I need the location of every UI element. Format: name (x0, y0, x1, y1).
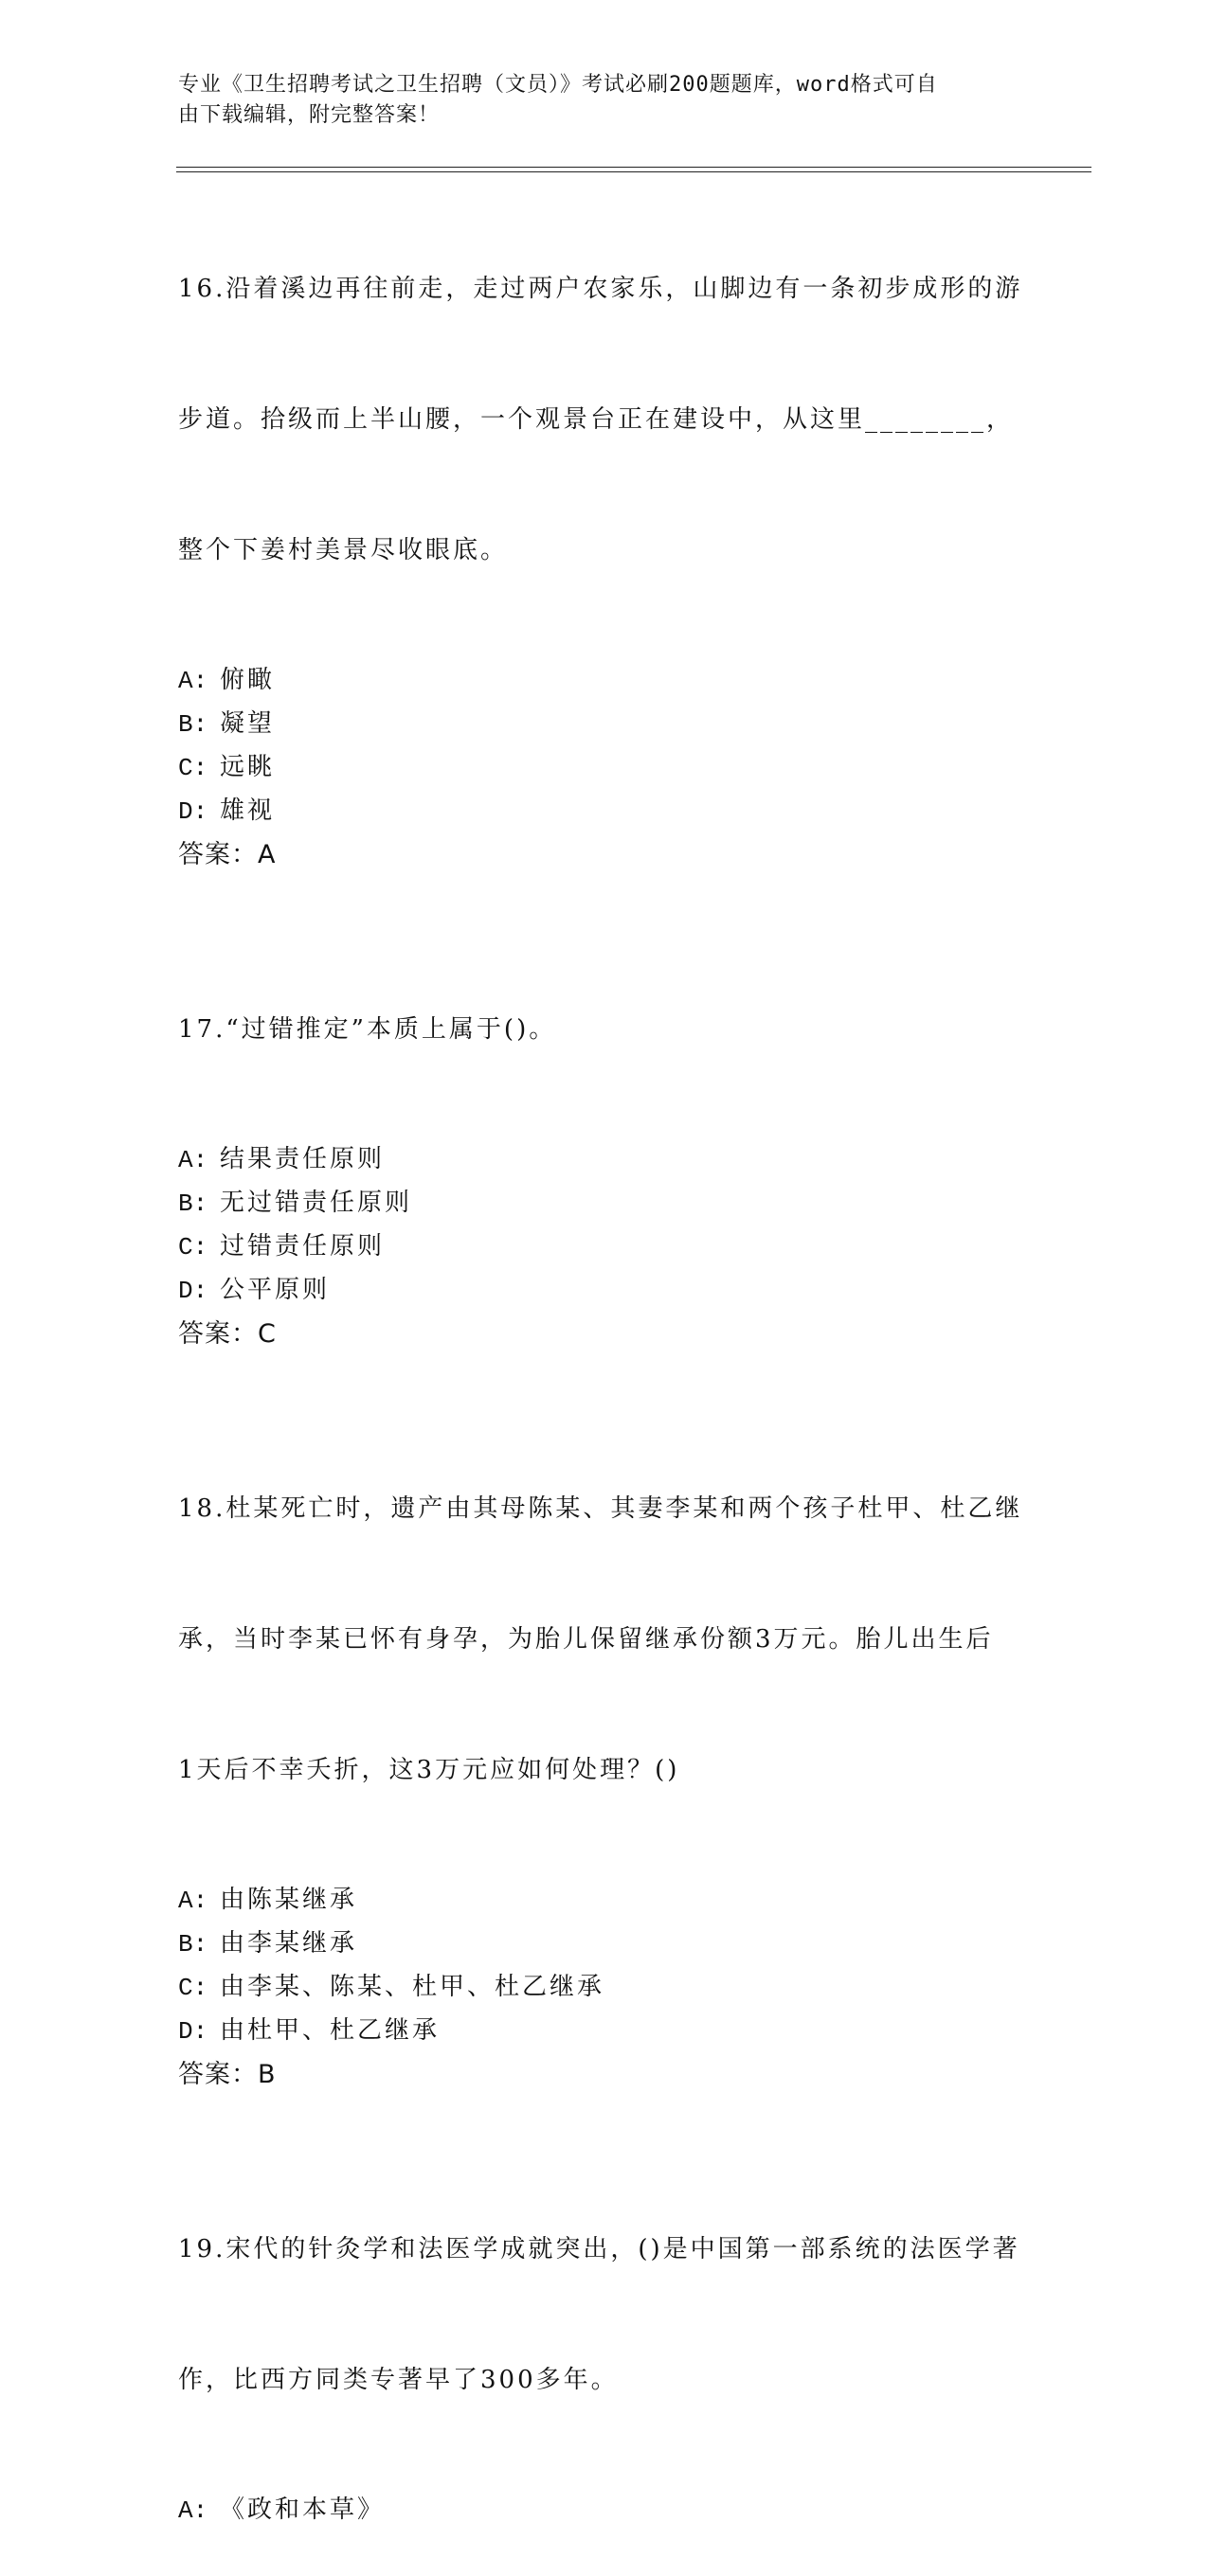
option-letter: D: (178, 2017, 208, 2046)
option-b (178, 703, 1031, 746)
option-c (178, 746, 1031, 790)
question-18 (178, 1400, 1031, 2097)
question-stem-line: 作，比西方同类专著早了300多年。 (178, 2366, 619, 2394)
option-letter: B: (178, 1930, 208, 1959)
option-text: 远眺 (220, 753, 276, 781)
option-letter: A: (178, 667, 208, 695)
option-a (178, 1138, 1031, 1182)
option-text: 由李某、陈某、杜甲、杜乙继承 (220, 1973, 605, 2001)
question-stem-line: 步道。拾级而上半山腰，一个观景台正在建设中，从这里________， (178, 405, 1015, 434)
option-letter: A: (178, 1887, 208, 1915)
question-list (178, 180, 1031, 2576)
option-b (178, 1923, 1031, 1966)
option-c (178, 1225, 1031, 1269)
option-letter: C: (178, 754, 208, 782)
option-a (178, 1879, 1031, 1923)
option-text: 由李某继承 (220, 1929, 358, 1958)
header-divider-bottom (176, 171, 1091, 172)
option-text: 无过错责任原则 (220, 1189, 413, 1217)
answer-line: 答案：B (178, 2060, 277, 2089)
option-letter: A: (178, 2496, 208, 2525)
option-letter: D: (178, 797, 208, 826)
document-header (178, 70, 1031, 131)
question-stem-line: 19.宋代的针灸学和法医学成就突出，()是中国第一部系统的法医学著 (178, 2235, 1020, 2263)
header-divider-top (176, 167, 1091, 168)
option-text: 由陈某继承 (220, 1886, 358, 1914)
option-letter: C: (178, 1974, 208, 2002)
question-stem-line: 承，当时李某已怀有身孕，为胎儿保留继承份额3万元。胎儿出生后 (178, 1625, 994, 1654)
question-16 (178, 180, 1031, 877)
option-letter: B: (178, 710, 208, 739)
option-letter: A: (178, 1146, 208, 1174)
answer-line: 答案：C (178, 1319, 277, 1349)
option-text: 俯瞰 (220, 666, 276, 694)
option-text: 结果责任原则 (220, 1145, 386, 1173)
option-b (178, 1182, 1031, 1225)
answer-line: 答案：A (178, 840, 277, 869)
option-c (178, 1966, 1031, 2010)
header-line-2: 由下载编辑，附完整答案！ (178, 103, 441, 127)
question-stem (178, 2140, 1031, 2489)
question-stem (178, 1400, 1031, 1879)
option-a (178, 659, 1031, 703)
option-text: 公平原则 (220, 1276, 331, 1304)
option-text: 由杜甲、杜乙继承 (220, 2016, 441, 2045)
option-text: 雄视 (220, 796, 276, 825)
option-d (178, 1269, 1031, 1313)
option-letter: D: (178, 1277, 208, 1305)
option-letter: B: (178, 1190, 208, 1218)
option-text: 凝望 (220, 709, 276, 738)
option-d (178, 2010, 1031, 2053)
question-17 (178, 921, 1031, 1356)
question-19 (178, 2140, 1031, 2532)
option-a (178, 2489, 1031, 2532)
question-stem-line: 16.沿着溪边再往前走，走过两户农家乐，山脚边有一条初步成形的游 (178, 275, 1023, 303)
option-text: 《政和本草》 (220, 2496, 386, 2524)
option-d (178, 790, 1031, 833)
question-stem (178, 921, 1031, 1138)
question-stem-line: 整个下姜村美景尽收眼底。 (178, 536, 509, 564)
header-line-1: 专业《卫生招聘考试之卫生招聘（文员）》考试必刷200题题库，word格式可自 (178, 73, 938, 97)
question-stem-line: 1天后不幸夭折，这3万元应如何处理？() (178, 1756, 680, 1784)
question-stem-line: 18.杜某死亡时，遗产由其母陈某、其妻李某和两个孩子杜甲、杜乙继 (178, 1494, 1023, 1523)
option-letter: C: (178, 1233, 208, 1261)
question-stem (178, 180, 1031, 659)
option-text: 过错责任原则 (220, 1232, 386, 1261)
question-stem-line: 17.“过错推定”本质上属于()。 (178, 1015, 557, 1044)
